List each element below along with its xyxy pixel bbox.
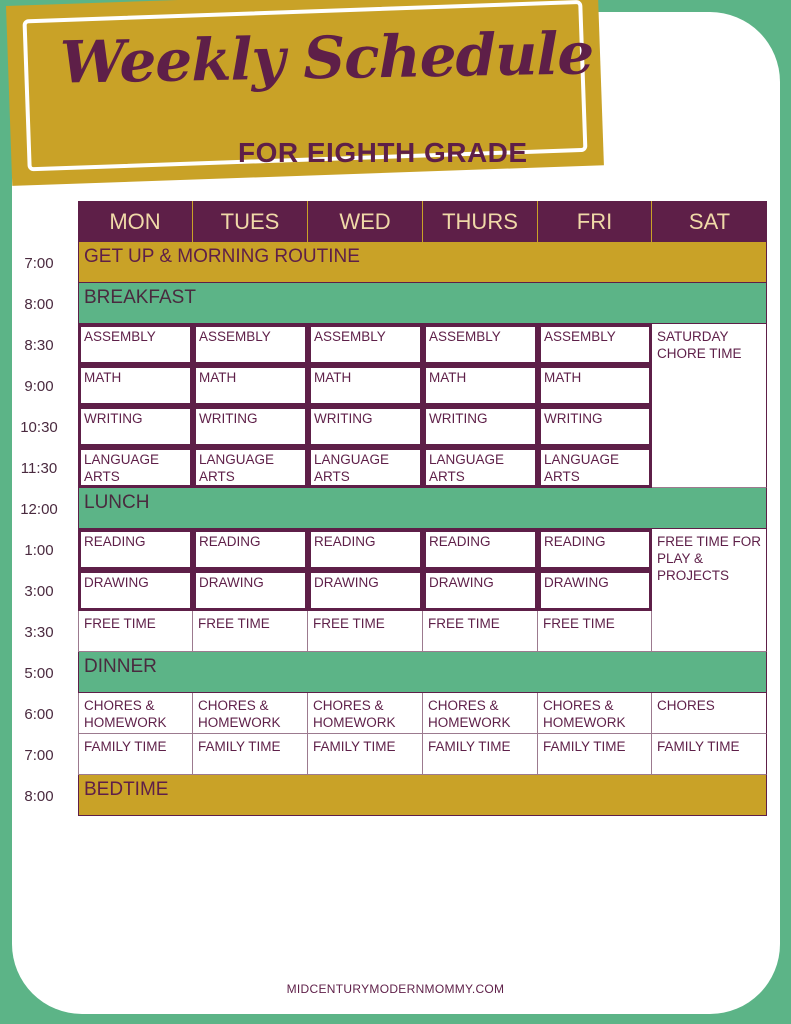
band-morning-routine: GET UP & MORNING ROUTINE [78, 242, 767, 283]
time-label: 3:00 [24, 583, 54, 600]
cell-wed-family-time: FAMILY TIME [308, 734, 423, 775]
time-label: 8:00 [24, 296, 54, 313]
cell-sat-chore-time: SATURDAY CHORE TIME [652, 324, 767, 488]
cell-thurs-family-time: FAMILY TIME [423, 734, 538, 775]
cell-sat-chores: CHORES [652, 693, 767, 734]
cell-mon-drawing: DRAWING [78, 570, 193, 611]
time-label: 3:30 [24, 624, 54, 641]
cell-tues-writing: WRITING [193, 406, 308, 447]
cell-thurs-writing: WRITING [423, 406, 538, 447]
cell-tues-free-time: FREE TIME [193, 611, 308, 652]
cell-mon-language-arts: LANGUAGE ARTS [78, 447, 193, 488]
cell-fri-drawing: DRAWING [538, 570, 652, 611]
cell-fri-family-time: FAMILY TIME [538, 734, 652, 775]
cell-thurs-reading: READING [423, 529, 538, 570]
cell-fri-reading: READING [538, 529, 652, 570]
cell-thurs-math: MATH [423, 365, 538, 406]
cell-wed-math: MATH [308, 365, 423, 406]
day-header-tues: TUES [193, 201, 308, 242]
time-label: 9:00 [24, 378, 54, 395]
cell-fri-assembly: ASSEMBLY [538, 324, 652, 365]
time-label: 6:00 [24, 706, 54, 723]
cell-thurs-chores-homework: CHORES & HOMEWORK [423, 693, 538, 734]
cell-wed-free-time: FREE TIME [308, 611, 423, 652]
time-label: 12:00 [20, 501, 58, 518]
band-breakfast: BREAKFAST [78, 283, 767, 324]
footer-website: MIDCENTURYMODERNMOMMY.COM [286, 982, 505, 996]
cell-fri-writing: WRITING [538, 406, 652, 447]
cell-tues-drawing: DRAWING [193, 570, 308, 611]
cell-wed-assembly: ASSEMBLY [308, 324, 423, 365]
cell-thurs-drawing: DRAWING [423, 570, 538, 611]
cell-tues-assembly: ASSEMBLY [193, 324, 308, 365]
band-bedtime: BEDTIME [78, 775, 767, 816]
cell-mon-math: MATH [78, 365, 193, 406]
time-label: 10:30 [20, 419, 58, 436]
cell-sat-family-time: FAMILY TIME [652, 734, 767, 775]
day-header-mon: MON [78, 201, 193, 242]
cell-wed-reading: READING [308, 529, 423, 570]
cell-mon-reading: READING [78, 529, 193, 570]
day-header-wed: WED [308, 201, 423, 242]
cell-thurs-assembly: ASSEMBLY [423, 324, 538, 365]
cell-tues-math: MATH [193, 365, 308, 406]
day-header-sat: SAT [652, 201, 767, 242]
cell-tues-family-time: FAMILY TIME [193, 734, 308, 775]
cell-mon-family-time: FAMILY TIME [78, 734, 193, 775]
cell-thurs-language-arts: LANGUAGE ARTS [423, 447, 538, 488]
cell-fri-language-arts: LANGUAGE ARTS [538, 447, 652, 488]
cell-fri-free-time: FREE TIME [538, 611, 652, 652]
band-lunch: LUNCH [78, 488, 767, 529]
cell-tues-reading: READING [193, 529, 308, 570]
cell-wed-chores-homework: CHORES & HOMEWORK [308, 693, 423, 734]
cell-tues-chores-homework: CHORES & HOMEWORK [193, 693, 308, 734]
cell-mon-chores-homework: CHORES & HOMEWORK [78, 693, 193, 734]
cell-wed-drawing: DRAWING [308, 570, 423, 611]
schedule-grid [78, 201, 767, 818]
time-label: 5:00 [24, 665, 54, 682]
time-label: 11:30 [20, 460, 58, 477]
time-label: 1:00 [24, 542, 54, 559]
time-label: 7:00 [24, 255, 54, 272]
page-title: Weekly Schedule [59, 19, 594, 97]
cell-wed-language-arts: LANGUAGE ARTS [308, 447, 423, 488]
day-header-thurs: THURS [423, 201, 538, 242]
cell-mon-writing: WRITING [78, 406, 193, 447]
page-subtitle: FOR EIGHTH GRADE [238, 137, 528, 168]
cell-fri-math: MATH [538, 365, 652, 406]
cell-wed-writing: WRITING [308, 406, 423, 447]
cell-sat-free-time-play: FREE TIME FOR PLAY & PROJECTS [652, 529, 767, 652]
cell-thurs-free-time: FREE TIME [423, 611, 538, 652]
cell-mon-free-time: FREE TIME [78, 611, 193, 652]
cell-fri-chores-homework: CHORES & HOMEWORK [538, 693, 652, 734]
time-label: 8:30 [24, 337, 54, 354]
cell-tues-language-arts: LANGUAGE ARTS [193, 447, 308, 488]
band-dinner: DINNER [78, 652, 767, 693]
time-label: 8:00 [24, 788, 54, 805]
cell-mon-assembly: ASSEMBLY [78, 324, 193, 365]
time-label: 7:00 [24, 747, 54, 764]
day-header-fri: FRI [538, 201, 652, 242]
